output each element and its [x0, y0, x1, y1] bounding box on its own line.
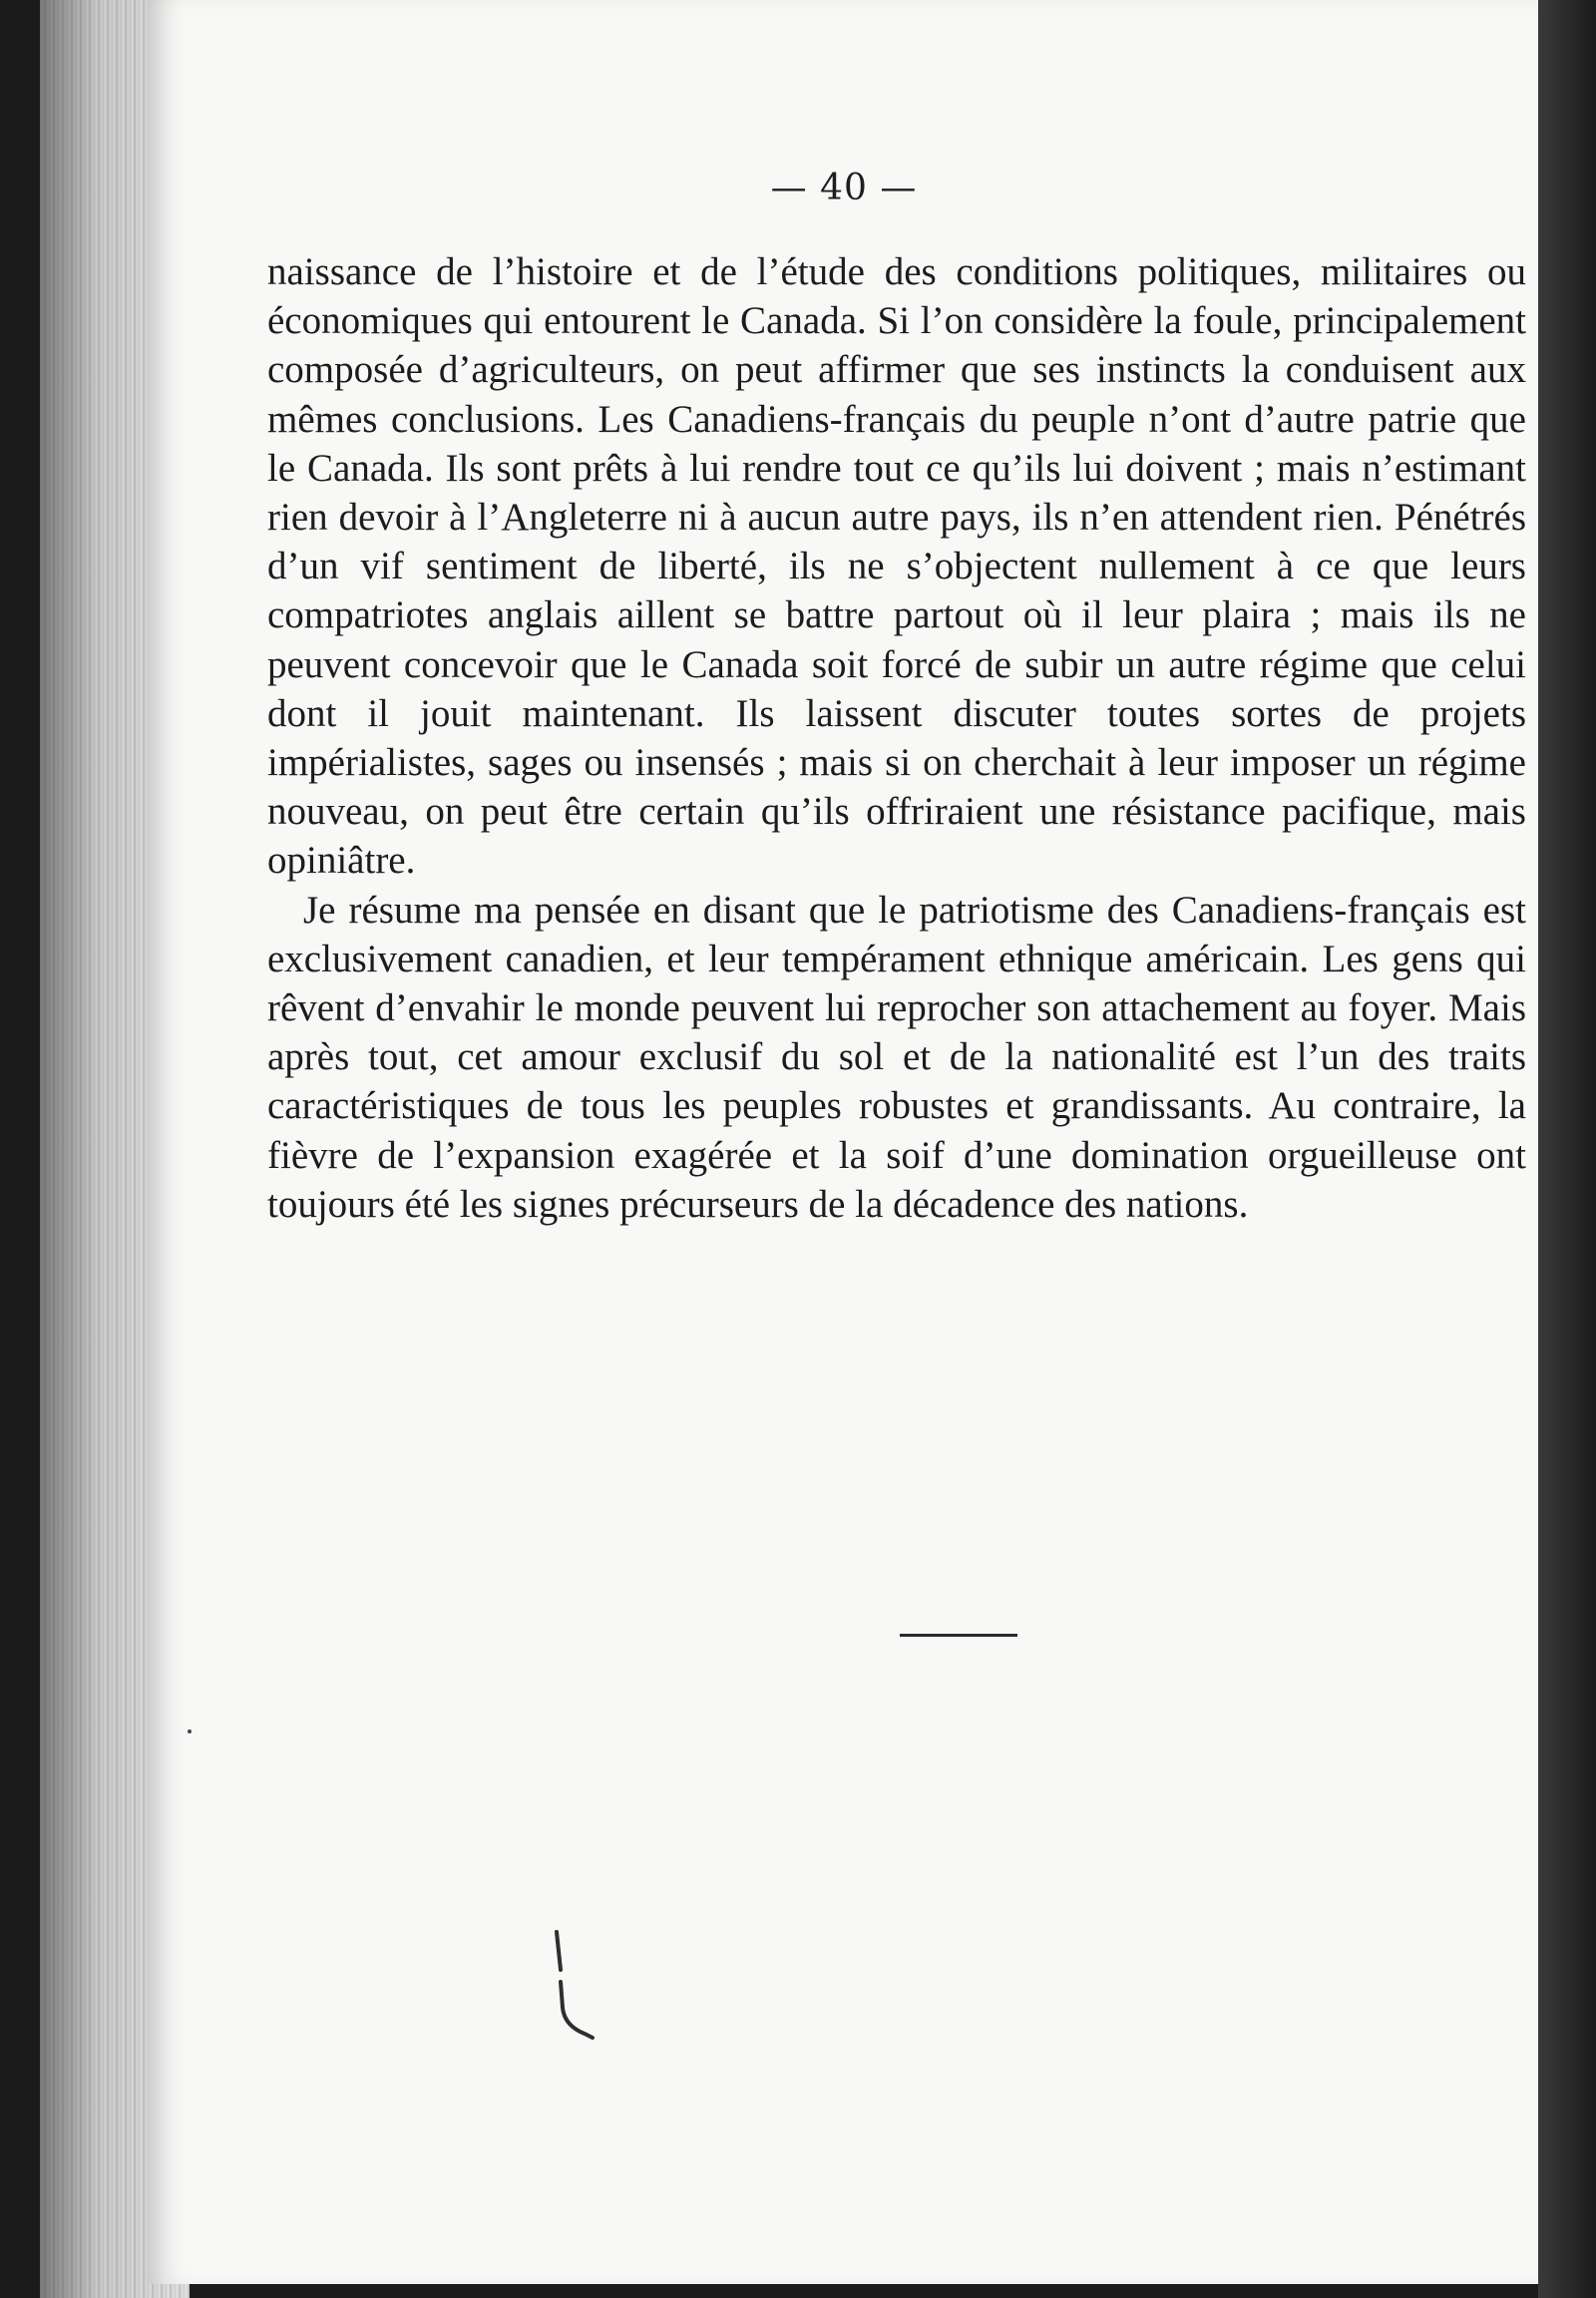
- paragraph: Je résume ma pensée en disant que le patriotisme des Canadiens-français est exclusivement canadien, et leur tempérament ethnique américain. Les gens qui rêvent d’envahir le monde peuvent lui reprocher son attachement au foyer. Mais après tout, cet amour exclusif du sol et de la nationalité est l’un des traits caractéristiques de tous les peuples robustes et grandissants. Au contraire, la fièvre de l’expansion exagérée et la soif d’une domination orgueilleuse ont toujours été les signes précurseurs de la décadence des nations.: [267, 888, 1526, 1226]
- ink-mark: [549, 1930, 618, 2050]
- page-number: — 40 —: [770, 168, 918, 208]
- paragraph: naissance de l’histoire et de l’étude des conditions politiques, militaires ou économiques qui entourent le Canada. Si l’on considère la foule, principalement composée d’agriculteurs, on peut affirmer que ses instincts la conduisent aux mêmes conclusions. Les Canadiens-français du peuple n’ont d’autre patrie que le Canada. Ils sont prêts à lui rendre tout ce qu’ils lui doivent ; mais n’estimant rien devoir à l’Angleterre ni à aucun autre pays, ils n’en attendent rien. Pénétrés d’un vif sentiment de liberté, ils ne s’objectent nullement à ce que leurs compatriotes anglais aillent se battre partout où il leur plaira ; mais ils ne peuvent concevoir que le Canada soit forcé de subir un autre régime que celui dont il jouit maintenant. Ils laissent discuter toutes sortes de projets impérialistes, sages ou insensés ; mais si on cherchait à leur imposer un régime nouveau, on peut être certain qu’ils offriraient une résistance pacifique, mais opiniâtre.: [267, 250, 1526, 883]
- section-end-rule: [900, 1634, 1017, 1637]
- ink-speck: [188, 1729, 192, 1733]
- page-gutter-shadow: [1538, 0, 1596, 2298]
- body-text: [267, 247, 1526, 1229]
